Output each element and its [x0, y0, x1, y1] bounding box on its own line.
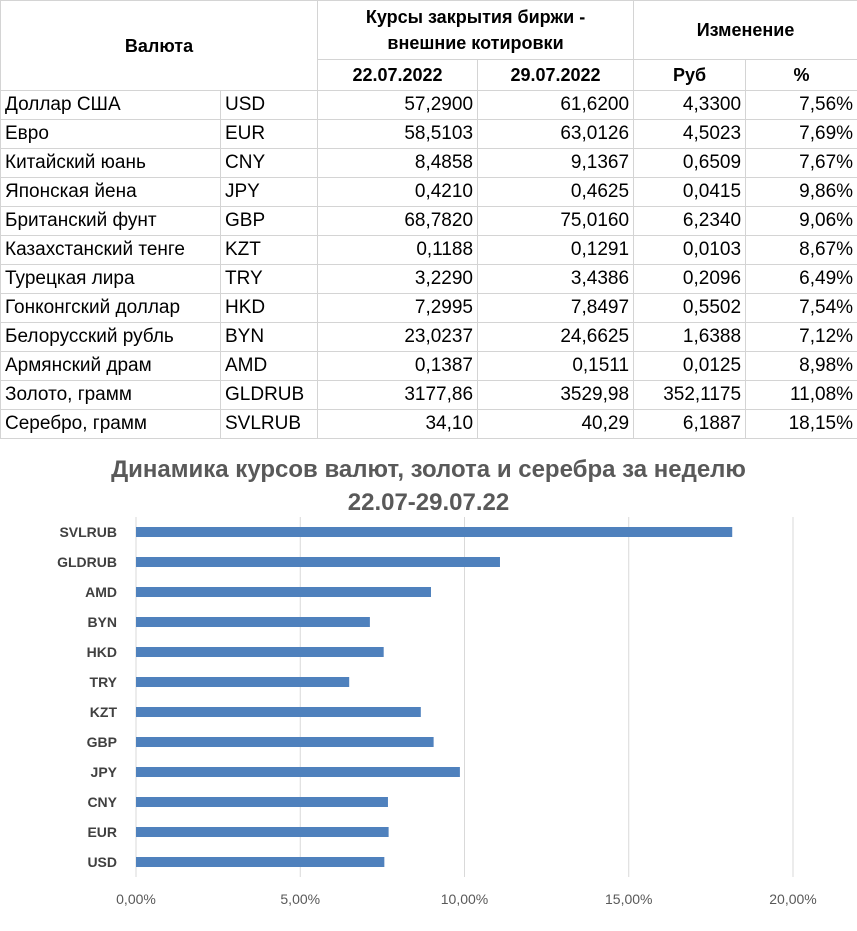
rate-date2-cell: 0,1511: [478, 352, 634, 381]
currency-name-cell: Британский фунт: [1, 207, 221, 236]
change-rub-cell: 0,0125: [634, 352, 746, 381]
x-tick-label: 10,00%: [440, 891, 489, 907]
bar-usd: [136, 857, 384, 867]
bar-amd: [136, 587, 431, 597]
currency-name-cell: Казахстанский тенге: [1, 236, 221, 265]
table-row: [1, 294, 857, 323]
change-pct-cell: 7,69%: [746, 120, 857, 149]
chart-title-line1: Динамика курсов валют, золота и серебра за неделю: [111, 456, 746, 483]
rate-date1-cell: 68,7820: [318, 207, 478, 236]
category-label: HKD: [86, 644, 117, 660]
currency-name-cell: Китайский юань: [1, 149, 221, 178]
header-rates-line2: внешние котировки: [387, 33, 564, 53]
rate-date2-cell: 9,1367: [478, 149, 634, 178]
rate-date1-cell: 23,0237: [318, 323, 478, 352]
rate-date2-cell: 3,4386: [478, 265, 634, 294]
currency-name-cell: Гонконгский доллар: [1, 294, 221, 323]
x-tick-label: 15,00%: [605, 891, 653, 907]
currency-code-cell: KZT: [221, 236, 318, 265]
currency-name-cell: Серебро, грамм: [1, 410, 221, 439]
change-pct-cell: 8,67%: [746, 236, 857, 265]
table-row: [1, 207, 857, 236]
currency-name-cell: Доллар США: [1, 91, 221, 120]
currency-name-cell: Армянский драм: [1, 352, 221, 381]
change-rub-cell: 1,6388: [634, 323, 746, 352]
rates-table: [0, 0, 857, 439]
category-label: KZT: [89, 704, 117, 720]
rate-date2-cell: 0,4625: [478, 178, 634, 207]
change-rub-cell: 0,0415: [634, 178, 746, 207]
rate-date1-cell: 0,4210: [318, 178, 478, 207]
change-rub-cell: 6,2340: [634, 207, 746, 236]
change-pct-cell: 7,67%: [746, 149, 857, 178]
currency-name-cell: Золото, грамм: [1, 381, 221, 410]
change-pct-cell: 11,08%: [746, 381, 857, 410]
category-label: SVLRUB: [59, 524, 117, 540]
currency-name-cell: Японская йена: [1, 178, 221, 207]
change-rub-cell: 0,5502: [634, 294, 746, 323]
rates-table-container: [0, 0, 857, 439]
header-rub: Руб: [634, 60, 746, 91]
change-pct-cell: 9,06%: [746, 207, 857, 236]
currency-code-cell: CNY: [221, 149, 318, 178]
bar-gbp: [136, 737, 434, 747]
bar-hkd: [136, 647, 384, 657]
rate-date2-cell: 63,0126: [478, 120, 634, 149]
rate-date1-cell: 0,1188: [318, 236, 478, 265]
currency-code-cell: AMD: [221, 352, 318, 381]
chart-area: [0, 437, 857, 931]
header-date1: 22.07.2022: [318, 60, 478, 91]
bar-try: [136, 677, 349, 687]
currency-code-cell: GBP: [221, 207, 318, 236]
table-row: [1, 149, 857, 178]
bar-cny: [136, 797, 388, 807]
change-rub-cell: 0,2096: [634, 265, 746, 294]
change-pct-cell: 7,12%: [746, 323, 857, 352]
rate-date1-cell: 58,5103: [318, 120, 478, 149]
rate-date1-cell: 3,2290: [318, 265, 478, 294]
table-row: [1, 410, 857, 439]
rate-date1-cell: 0,1387: [318, 352, 478, 381]
currency-code-cell: TRY: [221, 265, 318, 294]
table-row: [1, 120, 857, 149]
change-rub-cell: 0,6509: [634, 149, 746, 178]
header-date2: 29.07.2022: [478, 60, 634, 91]
rate-date2-cell: 3529,98: [478, 381, 634, 410]
table-row: [1, 352, 857, 381]
x-tick-label: 20,00%: [769, 891, 817, 907]
table-body: [1, 91, 857, 439]
header-pct: %: [746, 60, 857, 91]
change-rub-cell: 4,5023: [634, 120, 746, 149]
bar-svlrub: [136, 527, 732, 537]
currency-code-cell: EUR: [221, 120, 318, 149]
rate-date2-cell: 24,6625: [478, 323, 634, 352]
change-pct-cell: 7,54%: [746, 294, 857, 323]
change-pct-cell: 9,86%: [746, 178, 857, 207]
x-tick-label: 0,00%: [116, 891, 156, 907]
category-label: EUR: [87, 824, 117, 840]
category-label: BYN: [87, 614, 117, 630]
rate-date1-cell: 34,10: [318, 410, 478, 439]
currency-code-cell: HKD: [221, 294, 318, 323]
table-row: [1, 236, 857, 265]
change-pct-cell: 18,15%: [746, 410, 857, 439]
chart-title-line2: 22.07-29.07.22: [347, 489, 510, 516]
table-row: [1, 178, 857, 207]
category-label: GLDRUB: [57, 554, 117, 570]
header-rates: [318, 1, 634, 60]
currency-code-cell: GLDRUB: [221, 381, 318, 410]
rate-date1-cell: 7,2995: [318, 294, 478, 323]
bar-chart: [0, 437, 857, 931]
rate-date2-cell: 61,6200: [478, 91, 634, 120]
table-row: [1, 323, 857, 352]
currency-name-cell: Белорусский рубль: [1, 323, 221, 352]
bar-eur: [136, 827, 389, 837]
change-pct-cell: 7,56%: [746, 91, 857, 120]
bar-kzt: [136, 707, 421, 717]
header-rates-line1: Курсы закрытия биржи -: [365, 7, 586, 27]
table-row: [1, 91, 857, 120]
currency-name-cell: Турецкая лира: [1, 265, 221, 294]
category-label: JPY: [90, 764, 117, 780]
rate-date1-cell: 57,2900: [318, 91, 478, 120]
bar-byn: [136, 617, 370, 627]
category-label: CNY: [87, 794, 117, 810]
change-pct-cell: 8,98%: [746, 352, 857, 381]
rate-date2-cell: 7,8497: [478, 294, 634, 323]
change-rub-cell: 0,0103: [634, 236, 746, 265]
change-rub-cell: 6,1887: [634, 410, 746, 439]
x-tick-label: 5,00%: [280, 891, 321, 907]
rate-date2-cell: 75,0160: [478, 207, 634, 236]
bar-jpy: [136, 767, 460, 777]
bar-gldrub: [136, 557, 500, 567]
change-rub-cell: 4,3300: [634, 91, 746, 120]
currency-code-cell: USD: [221, 91, 318, 120]
table-row: [1, 381, 857, 410]
table-row: [1, 265, 857, 294]
category-label: TRY: [89, 674, 117, 690]
category-label: GBP: [86, 734, 117, 750]
rate-date2-cell: 40,29: [478, 410, 634, 439]
rate-date2-cell: 0,1291: [478, 236, 634, 265]
category-label: AMD: [85, 584, 117, 600]
currency-code-cell: JPY: [221, 178, 318, 207]
header-currency: Валюта: [1, 1, 318, 91]
header-change: Изменение: [634, 1, 857, 60]
rate-date1-cell: 8,4858: [318, 149, 478, 178]
currency-code-cell: BYN: [221, 323, 318, 352]
change-pct-cell: 6,49%: [746, 265, 857, 294]
currency-name-cell: Евро: [1, 120, 221, 149]
currency-code-cell: SVLRUB: [221, 410, 318, 439]
change-rub-cell: 352,1175: [634, 381, 746, 410]
category-label: USD: [87, 854, 117, 870]
rate-date1-cell: 3177,86: [318, 381, 478, 410]
